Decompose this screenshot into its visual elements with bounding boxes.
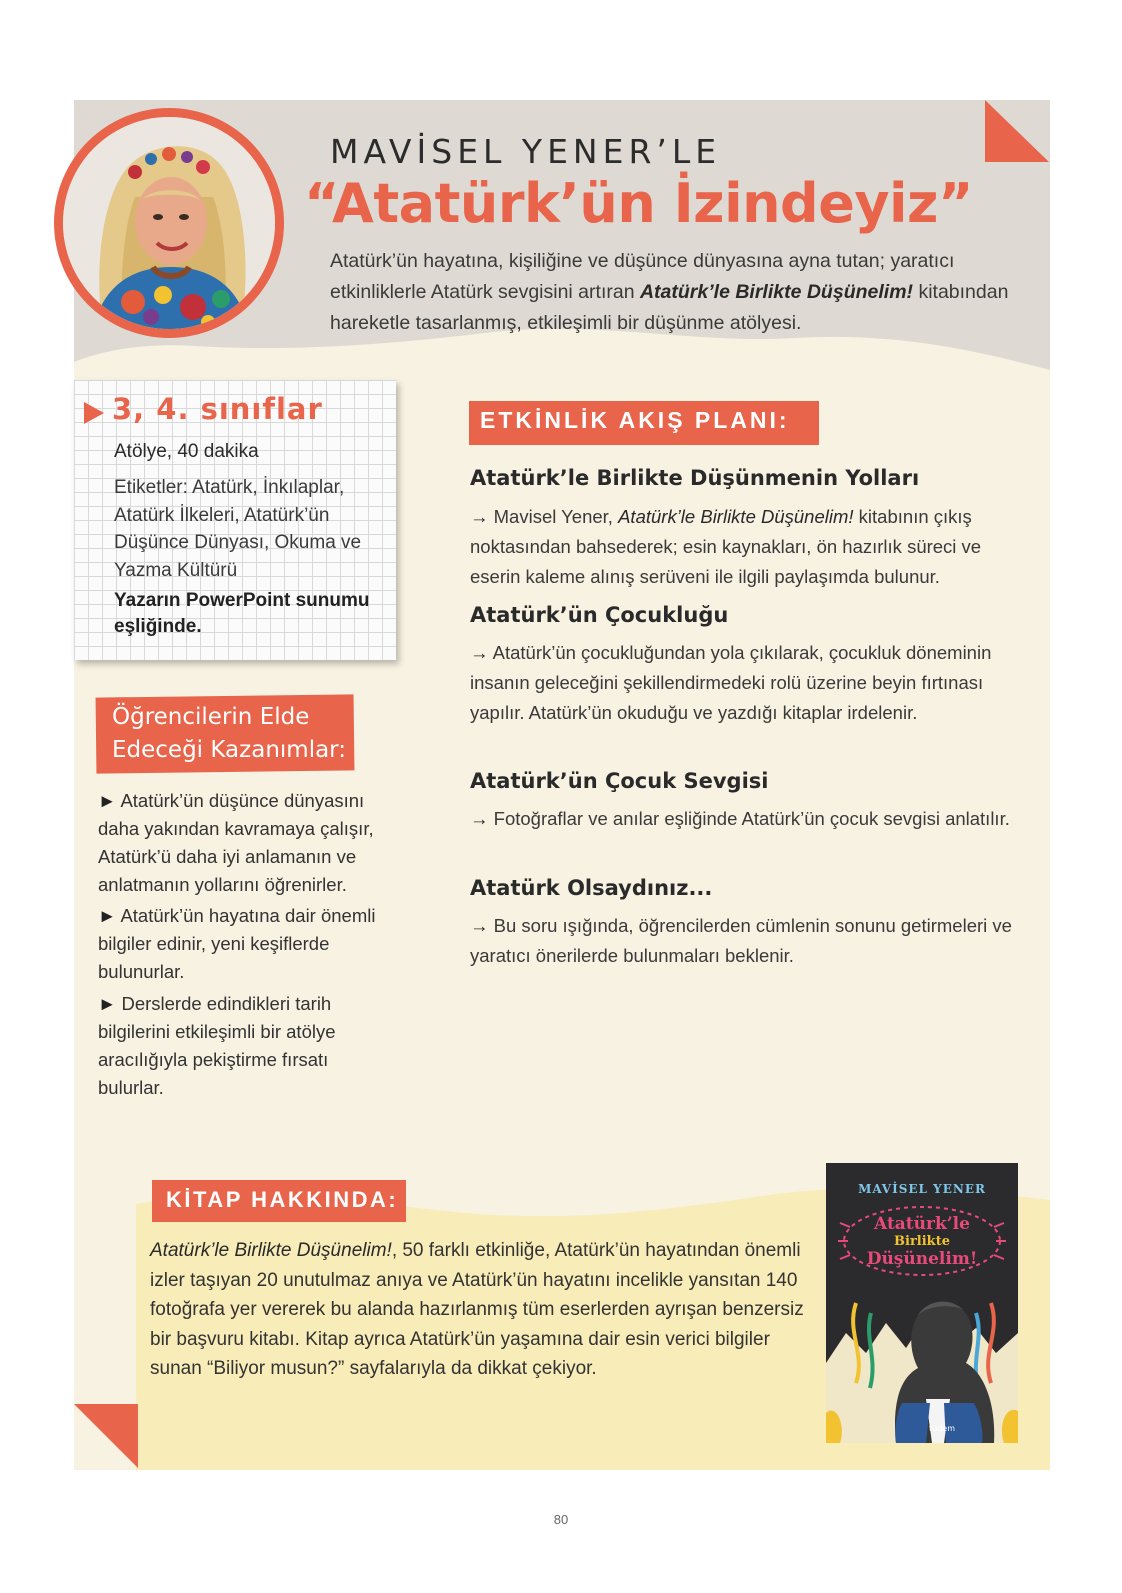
flow-section-text bbox=[470, 638, 1030, 728]
gain-item bbox=[98, 787, 398, 899]
cover-title-line3: Düşünelim! bbox=[866, 1249, 978, 1269]
gains-title: Öğrencilerin Elde Edeceği Kazanımlar: bbox=[112, 704, 346, 763]
author-avatar bbox=[63, 117, 275, 329]
flow-text: Bu soru ışığında, öğrencilerden cümlenin sonunu getirmeleri ve yaratıcı önerilerde bulunmaları beklenir. bbox=[470, 915, 1012, 966]
page-title: “Atatürk’ün İzindeyiz” bbox=[304, 172, 973, 235]
gain-item bbox=[98, 902, 398, 986]
arrow-icon: → bbox=[470, 506, 489, 527]
gain-item bbox=[98, 990, 398, 1102]
cover-title-line1: Atatürk’le bbox=[874, 1214, 970, 1234]
intro-text-2: kitabından hareketle tasarlanmış, etkileşimli bir düşünme atölyesi. bbox=[330, 281, 1009, 334]
book-description bbox=[150, 1236, 810, 1384]
book-cover bbox=[826, 1163, 1018, 1443]
corner-decoration-bottom bbox=[74, 1404, 138, 1468]
intro-text-1: Atatürk’ün hayatına, kişiliğine ve düşünce dünyasına ayna tutan; yaratıcı etkinliklerle Atatürk sevgisini artıran bbox=[330, 250, 955, 303]
intro-paragraph bbox=[330, 246, 1020, 339]
header-kicker: MAVİSEL YENER’LE bbox=[330, 132, 722, 171]
book-section-title: KİTAP HAKKINDA: bbox=[166, 1187, 399, 1212]
bullet-icon: ► bbox=[98, 993, 117, 1014]
cover-author: MAVİSEL YENER bbox=[858, 1182, 986, 1196]
flow-section-text bbox=[470, 502, 1030, 592]
presentation-note: Yazarın PowerPoint sunumu eşliğinde. bbox=[114, 590, 370, 637]
flow-section-text bbox=[470, 911, 1030, 971]
gain-text: Atatürk’ün hayatına dair önemli bilgiler edinir, yeni keşiflerde bulunurlar. bbox=[98, 905, 376, 982]
bullet-icon: ► bbox=[98, 905, 117, 926]
flow-title: ETKİNLİK AKIŞ PLANI: bbox=[480, 407, 790, 433]
duration-label: Atölye, 40 dakika bbox=[114, 441, 259, 462]
gain-text: Derslerde edindikleri tarih bilgilerini etkileşimli bir atölye aracılığıyla pekiştirme fırsatı bulurlar. bbox=[98, 993, 336, 1098]
bullet-icon: ► bbox=[98, 790, 117, 811]
flow-text: Fotoğraflar ve anılar eşliğinde Atatürk’ün çocuk sevgisi anlatılır. bbox=[488, 808, 1010, 829]
flow-section-heading: Atatürk’le Birlikte Düşünmenin Yolları bbox=[470, 466, 920, 490]
arrow-icon: → bbox=[470, 915, 489, 936]
book-name: Atatürk’le Birlikte Düşünelim! bbox=[150, 1240, 392, 1261]
flow-section-heading: Atatürk’ün Çocukluğu bbox=[470, 603, 729, 627]
grade-label: 3, 4. sınıflar bbox=[112, 392, 323, 426]
flow-section-text bbox=[470, 804, 1030, 834]
intro-book-title: Atatürk’le Birlikte Düşünelim! bbox=[639, 281, 914, 303]
flow-section-heading: Atatürk Olsaydınız... bbox=[470, 876, 713, 900]
flow-section-heading: Atatürk’ün Çocuk Sevgisi bbox=[470, 769, 769, 793]
page-number: 80 bbox=[553, 1512, 569, 1527]
tags-label: Etiketler: Atatürk, İnkılaplar, Atatürk İlkeleri, Atatürk’ün Düşünce Dünyası, Okuma ve Yazma Kültürü bbox=[114, 477, 362, 581]
book-text: , 50 farklı etkinliğe, Atatürk’ün hayatından önemli izler taşıyan 20 unutulmaz anıya ve Atatürk’ün hayatını incelikle yansıtan 140 fotoğrafa yer vererek bu alanda hazırlanmış tüm eserlerden ayrışan benzersiz bir başvuru kitabı. Kitap ayrıca Atatürk’ün yaşamına dair esin verici bilgiler sunan “Biliyor musun?” sayfalarıyla da dikkat çekiyor. bbox=[150, 1240, 804, 1379]
play-arrow-icon bbox=[84, 402, 104, 424]
flow-text: Atatürk’ün çocukluğundan yola çıkılarak, çocukluk döneminin insanın geleceğini şekillendirmedeki rolü üzerine beyin fırtınası yapılır. Atatürk’ün okuduğu ve yazdığı kitaplar irdelenir. bbox=[470, 642, 992, 723]
gain-text: Atatürk’ün düşünce dünyasını daha yakından kavramaya çalışır, Atatürk’ü daha iyi anlamanın ve anlatmanın yollarını öğrenirler. bbox=[98, 790, 374, 895]
corner-decoration-top bbox=[985, 100, 1049, 162]
flow-book-title: Atatürk’le Birlikte Düşünelim! bbox=[618, 506, 854, 527]
cover-publisher: tudem bbox=[929, 1424, 955, 1433]
arrow-icon: → bbox=[470, 808, 489, 829]
arrow-icon: → bbox=[470, 642, 489, 663]
cover-title-line2: Birlikte bbox=[894, 1234, 950, 1249]
flow-text-pre: Mavisel Yener, bbox=[488, 506, 619, 527]
flow-text-post: kitabının çıkış noktasından bahsederek; esin kaynakları, ön hazırlık süreci ve eserin kaleme alınış serüveni ile ilgili paylaşımda bulunur. bbox=[470, 506, 982, 587]
